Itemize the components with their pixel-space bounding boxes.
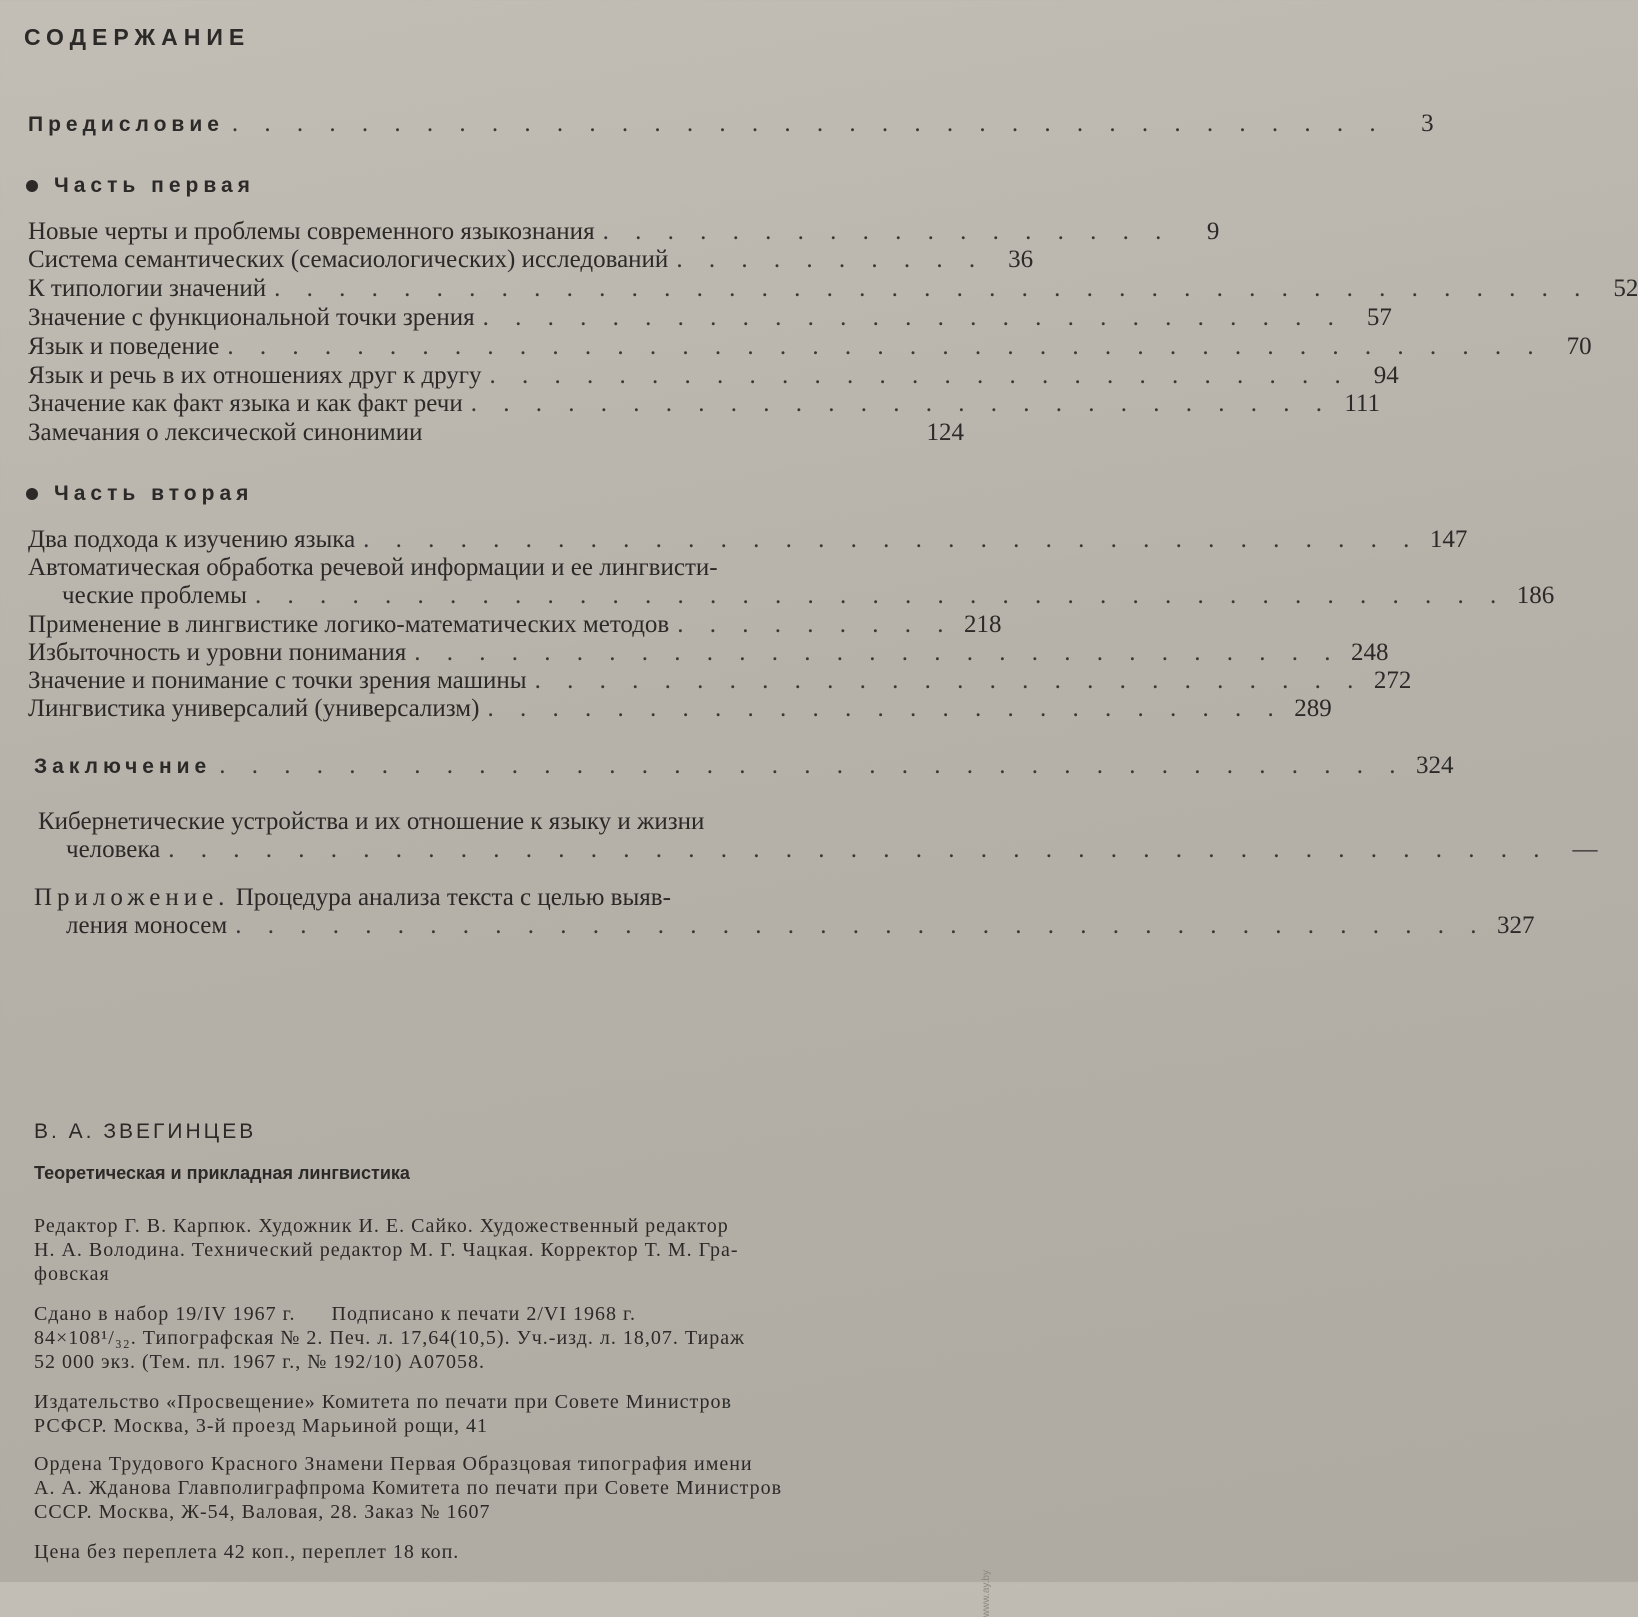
- toc-row: [28, 526, 1468, 554]
- toc-title-line: Автоматическая обработка речевой информации и ее лингвисти-: [28, 554, 718, 581]
- toc-page: 248: [1350, 639, 1389, 666]
- toc-title: Значение и понимание с точки зрения машины: [28, 667, 527, 694]
- toc-row: [28, 667, 1412, 695]
- leader-dots: . . . . . . . . . . . . . . . . . . . . . . . . . . . . . . . . .: [363, 526, 1420, 553]
- toc-row: [28, 275, 1638, 303]
- publisher-line: Издательство «Просвещение» Комитета по печати при Совете Министров: [34, 1391, 732, 1413]
- leader-dots: . . . . . . . . . . . . . . . . . . . . . . . . . . . . . . . . . . . . . . .: [235, 912, 1487, 939]
- toc-row-conclusion: [34, 752, 1454, 781]
- leader-dots: [431, 419, 917, 447]
- part-label: Часть вторая: [54, 482, 254, 505]
- toc-row: [28, 362, 1399, 390]
- leader-dots: . . . . . . . . . . . . . . . . . . . . . . . . . . .: [482, 304, 1344, 331]
- toc-title: человека: [66, 836, 161, 863]
- appendix-title: Процедура анализа текста с целью выяв-: [229, 884, 671, 911]
- toc-title: ческие проблемы: [62, 582, 247, 609]
- toc-page: 94: [1373, 362, 1399, 389]
- leader-dots: . . . . . . . . . . . . . . . . . . . . . . . . . . . . .: [414, 639, 1341, 666]
- part-label: Часть первая: [54, 174, 255, 197]
- toc-row: [28, 611, 1002, 639]
- toc-title: Лингвистика универсалий (универсализм): [28, 695, 480, 722]
- appendix-label: Приложение.: [34, 884, 230, 911]
- toc-row: [62, 582, 1555, 610]
- bullet-icon: [26, 488, 38, 500]
- toc-title: Два подхода к изучению языка: [28, 526, 356, 553]
- leader-dots: . . . . . . . . . . . . . . . . . .: [602, 218, 1172, 245]
- part-two-heading: [26, 482, 253, 506]
- toc-title: Замечания о лексической синонимии: [28, 419, 423, 446]
- toc-row: [28, 419, 964, 447]
- toc-page: 9: [1206, 218, 1220, 245]
- toc-title: К типологии значений: [28, 275, 267, 302]
- leader-dots: . . . . . . . . . . . . . . . . . . . . . . . . . . . . . . . . . . . . .: [219, 752, 1406, 779]
- toc-title: Заключение: [34, 755, 212, 778]
- toc-row: [28, 639, 1389, 667]
- print-info-line: 52 000 экз. (Тем. пл. 1967 г., № 192/10) А07058.: [34, 1351, 485, 1373]
- toc-title: Значение как факт языка и как факт речи: [28, 390, 463, 417]
- leader-dots: . . . . . . . . . . . . . . . . . . . . . . . . .: [487, 695, 1284, 722]
- toc-page: 3: [1421, 110, 1434, 137]
- toc-title-line: Кибернетические устройства и их отношение к языку и жизни: [38, 808, 705, 835]
- toc-page: 52: [1613, 275, 1638, 302]
- leader-dots: . . . . . . . . .: [677, 611, 954, 638]
- toc-title: Избыточность и уровни понимания: [28, 639, 407, 666]
- toc-page: 186: [1516, 582, 1555, 609]
- contents-heading: СОДЕРЖАНИЕ: [24, 24, 251, 50]
- toc-title: Применение в лингвистике логико-математических методов: [28, 611, 670, 638]
- toc-page: 111: [1344, 390, 1380, 417]
- toc-row-preface: [28, 110, 1434, 139]
- credits-line: Редактор Г. В. Карпюк. Художник И. Е. Сайко. Художественный редактор: [34, 1215, 729, 1237]
- leader-dots: . . . . . . . . . . . . . . . . . . . . . . . . . .: [534, 667, 1364, 694]
- price-line: Цена без переплета 42 коп., переплет 18 коп.: [34, 1541, 460, 1563]
- credits-line: фовская: [34, 1263, 110, 1285]
- leader-dots: . . . . . . . . . .: [676, 246, 986, 273]
- toc-page: 324: [1415, 752, 1454, 779]
- print-info-line: 84×108¹/₃₂. Типографская № 2. Печ. л. 17,64(10,5). Уч.-изд. л. 18,07. Тираж: [34, 1327, 745, 1349]
- toc-title: Предисловие: [28, 113, 224, 136]
- leader-dots: . . . . . . . . . . . . . . . . . . . . . . . . . . . . . . . . . . . . . . .: [254, 582, 1507, 609]
- toc-page: 36: [1008, 246, 1034, 273]
- leader-dots: . . . . . . . . . . . . . . . . . . . . . . . . . . . . . . . . . . . . . . . . .: [227, 333, 1544, 360]
- bullet-icon: [26, 180, 38, 192]
- toc-page: 218: [964, 611, 1002, 638]
- printer-line: СССР. Москва, Ж-54, Валовая, 28. Заказ № 1607: [34, 1501, 491, 1523]
- toc-title-line: [34, 884, 964, 912]
- part-one-heading: [26, 174, 255, 198]
- toc-title: Язык и речь в их отношениях друг к другу: [28, 362, 482, 389]
- publisher-line: РСФСР. Москва, 3-й проезд Марьиной рощи, 41: [34, 1415, 489, 1437]
- leader-dots: . . . . . . . . . . . . . . . . . . . . . . . . . . .: [470, 390, 1332, 417]
- toc-row: [28, 390, 1380, 418]
- toc-page: 327: [1496, 912, 1535, 939]
- toc-title: Система семантических (семасиологических) исследований: [28, 246, 669, 273]
- printer-line: А. А. Жданова Главполиграфпрома Комитета по печати при Совете Министров: [34, 1477, 783, 1499]
- toc-page: 57: [1366, 304, 1392, 331]
- toc-page: 147: [1429, 526, 1468, 553]
- leader-dots: . . . . . . . . . . . . . . . . . . . . . . . . . . . . . . . . . . . . . . . . .: [274, 275, 1591, 302]
- toc-title: ления моносем: [66, 912, 228, 939]
- toc-row: [28, 333, 1592, 361]
- toc-title: Язык и поведение: [28, 333, 220, 360]
- toc-page: 124: [926, 419, 964, 446]
- toc-page: 272: [1373, 667, 1412, 694]
- toc-row: [28, 218, 1220, 246]
- credits-line: Н. А. Володина. Технический редактор М. Г. Чацкая. Корректор Т. М. Гра-: [34, 1239, 739, 1261]
- toc-page: —: [1572, 836, 1598, 863]
- toc-row: [66, 912, 1535, 940]
- toc-title: Новые черты и проблемы современного языкознания: [28, 218, 595, 245]
- leader-dots: . . . . . . . . . . . . . . . . . . . . . . . . . . .: [489, 362, 1351, 389]
- leader-dots: . . . . . . . . . . . . . . . . . . . . . . . . . . . . . . . . . . . . . . . . . . .: [168, 836, 1550, 863]
- printer-line: Ордена Трудового Красного Знамени Первая Образцовая типография имени: [34, 1453, 753, 1475]
- author-name: В. А. ЗВЕГИНЦЕВ: [34, 1120, 257, 1143]
- toc-row: [66, 836, 1598, 864]
- toc-row: [28, 246, 1034, 274]
- toc-page: 70: [1566, 333, 1592, 360]
- book-title: Теоретическая и прикладная лингвистика: [34, 1163, 410, 1183]
- toc-page: 289: [1294, 695, 1332, 722]
- toc-row: [28, 695, 1332, 723]
- toc-title: Значение с функциональной точки зрения: [28, 304, 475, 331]
- toc-row: [28, 304, 1392, 332]
- watermark: www.ay.by: [981, 1570, 992, 1617]
- print-info-line: Сдано в набор 19/IV 1967 г. Подписано к печати 2/VI 1968 г.: [34, 1303, 636, 1325]
- leader-dots: . . . . . . . . . . . . . . . . . . . . . . . . . . . . . . . . . . . .: [231, 110, 1386, 137]
